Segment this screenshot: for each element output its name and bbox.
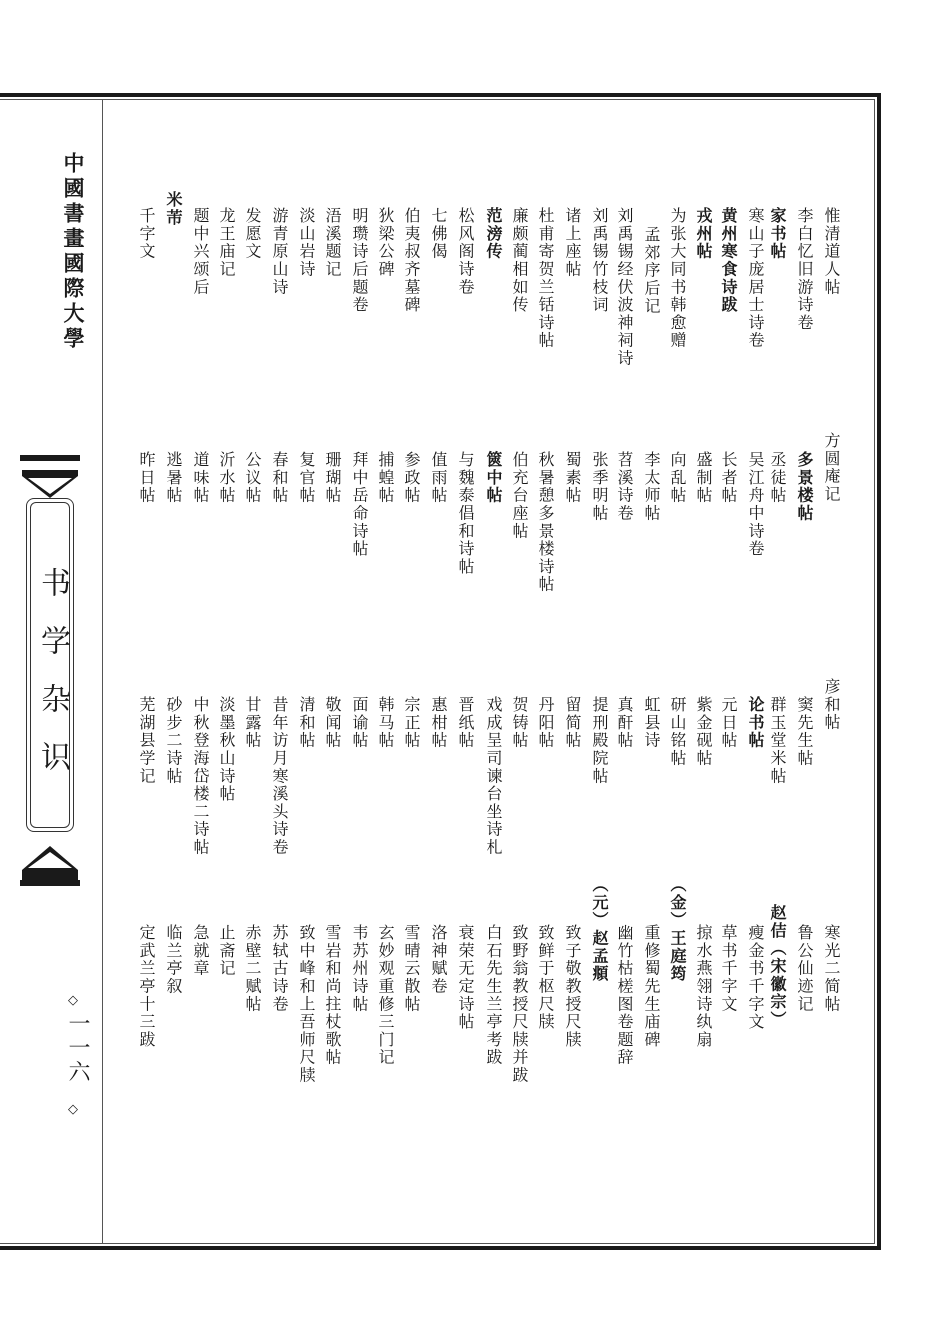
catalog-entry: 向乱帖 bbox=[668, 451, 687, 505]
catalog-entry: 龙王庙记 bbox=[217, 207, 236, 279]
catalog-entry: 家书帖 bbox=[768, 207, 787, 261]
catalog-entry: 急就章 bbox=[191, 924, 210, 978]
catalog-entry: 刘禹锡经伏波神祠诗 bbox=[615, 207, 634, 368]
catalog-author: 米芾 bbox=[164, 191, 183, 227]
catalog-entry: 李白忆旧游诗卷 bbox=[795, 207, 814, 332]
page-frame-inner bbox=[0, 99, 875, 1244]
catalog-entry: 临兰亭叙 bbox=[164, 924, 183, 996]
catalog-entry: 值雨帖 bbox=[429, 451, 448, 505]
catalog-author: 赵佶（宋徽宗） bbox=[768, 904, 787, 1029]
university-name: 中國書畫國際大學 bbox=[61, 152, 86, 352]
catalog-entry: 昔年访月寒溪头诗卷 bbox=[270, 696, 289, 857]
catalog-entry: 晋纸帖 bbox=[456, 696, 475, 750]
page-marker-top: ◇ bbox=[68, 993, 78, 1008]
catalog-entry: 草书千字文 bbox=[719, 924, 738, 1013]
catalog-entry: 留简帖 bbox=[563, 696, 582, 750]
catalog-entry: 定武兰亭十三跋 bbox=[137, 924, 156, 1049]
catalog-entry: 逃暑帖 bbox=[164, 451, 183, 505]
catalog-entry: 题中兴颂后 bbox=[191, 207, 210, 296]
catalog-entry: 蜀素帖 bbox=[563, 451, 582, 505]
catalog-entry: 刘禹锡竹枝词 bbox=[590, 207, 609, 314]
catalog-entry: 戏成呈司谏台坐诗札 bbox=[484, 696, 503, 857]
catalog-entry: 止斋记 bbox=[217, 924, 236, 978]
catalog-entry: 玄妙观重修三门记 bbox=[376, 924, 395, 1067]
catalog-entry: 为张大同书韩愈赠 bbox=[668, 207, 687, 350]
catalog-entry: 韩马帖 bbox=[376, 696, 395, 750]
catalog-entry: 长者帖 bbox=[719, 451, 738, 505]
catalog-entry: 盛制帖 bbox=[694, 451, 713, 505]
catalog-entry: 吴江舟中诗卷 bbox=[746, 451, 765, 558]
catalog-entry: 捕蝗帖 bbox=[376, 451, 395, 505]
catalog-entry: 拜中岳命诗帖 bbox=[350, 451, 369, 558]
catalog-entry: 群玉堂米帖 bbox=[768, 696, 787, 785]
catalog-entry: 致野翁教授尺牍并跋 bbox=[510, 924, 529, 1085]
catalog-entry: 戎州帖 bbox=[694, 207, 713, 261]
catalog-entry: 重修蜀先生庙碑 bbox=[642, 924, 661, 1049]
catalog-entry: 砂步二诗帖 bbox=[164, 696, 183, 785]
catalog-entry: 致子敬教授尺牍 bbox=[563, 924, 582, 1049]
catalog-entry: 杜甫寄贺兰铦诗帖 bbox=[536, 207, 555, 350]
catalog-entry: 参政帖 bbox=[402, 451, 421, 505]
catalog-entry: 清和帖 bbox=[297, 696, 316, 750]
catalog-entry: 韦苏州诗帖 bbox=[350, 924, 369, 1013]
catalog-entry: 淡山岩诗 bbox=[297, 207, 316, 279]
catalog-entry: 致中峰和上吾师尺牍 bbox=[297, 924, 316, 1085]
catalog-entry: 白石先生兰亭考跋 bbox=[484, 924, 503, 1067]
catalog-entry: 珊瑚帖 bbox=[323, 451, 342, 505]
catalog-author: （金）王庭筠 bbox=[668, 876, 687, 983]
catalog-entry: 中秋登海岱楼二诗帖 bbox=[191, 696, 210, 857]
catalog-entry: 昨日帖 bbox=[137, 451, 156, 505]
catalog-entry: 紫金砚帖 bbox=[694, 696, 713, 768]
catalog-entry: 发愿文 bbox=[243, 207, 262, 261]
catalog-entry: 贺铸帖 bbox=[510, 696, 529, 750]
catalog-entry: 致鲜于枢尺牍 bbox=[536, 924, 555, 1031]
catalog-entry: 掠水燕翎诗纨扇 bbox=[694, 924, 713, 1049]
catalog-entry: 明瓒诗后题卷 bbox=[350, 207, 369, 314]
section-title: 书学杂识 bbox=[35, 567, 70, 799]
catalog-entry: 面谕帖 bbox=[350, 696, 369, 750]
catalog-entry: 瘦金书千字文 bbox=[746, 924, 765, 1031]
catalog-entry: 敬闻帖 bbox=[323, 696, 342, 750]
catalog-entry: 雪岩和尚拄杖歌帖 bbox=[323, 924, 342, 1067]
catalog-entry: 鲁公仙迹记 bbox=[795, 924, 814, 1013]
catalog-entry: 廉颇蔺相如传 bbox=[510, 207, 529, 314]
catalog-entry: 虹县诗 bbox=[642, 696, 661, 750]
catalog-entry: 衰荣无定诗帖 bbox=[456, 924, 475, 1031]
catalog-entry: 淡墨秋山诗帖 bbox=[217, 696, 236, 803]
catalog-entry: 窦先生帖 bbox=[795, 696, 814, 768]
catalog-entry: 方圆庵记 bbox=[822, 432, 841, 504]
catalog-entry: 公议帖 bbox=[243, 451, 262, 505]
catalog-entry: 寒光二简帖 bbox=[822, 924, 841, 1013]
catalog-entry: 诸上座帖 bbox=[563, 207, 582, 279]
catalog-entry: 赤壁二赋帖 bbox=[243, 924, 262, 1013]
catalog-entry: 惠柑帖 bbox=[429, 696, 448, 750]
catalog-entry: 丹阳帖 bbox=[536, 696, 555, 750]
catalog-entry: 范滂传 bbox=[484, 207, 503, 261]
catalog-entry: 研山铭帖 bbox=[668, 696, 687, 768]
catalog-entry: 苕溪诗卷 bbox=[615, 451, 634, 523]
catalog-entry: 松风阁诗卷 bbox=[456, 207, 475, 296]
section-top-bar bbox=[20, 455, 80, 461]
catalog-entry: 真酐帖 bbox=[615, 696, 634, 750]
catalog-entry: 惟清道人帖 bbox=[822, 207, 841, 296]
catalog-entry: 与魏泰倡和诗帖 bbox=[456, 451, 475, 576]
catalog-entry: 游青原山诗 bbox=[270, 207, 289, 296]
chevron-top-ornament bbox=[22, 470, 78, 500]
catalog-entry: 甘露帖 bbox=[243, 696, 262, 750]
catalog-entry: 论书帖 bbox=[746, 696, 765, 750]
catalog-entry: 李太师帖 bbox=[642, 451, 661, 523]
catalog-entry: 狄梁公碑 bbox=[376, 207, 395, 279]
catalog-entry: 张季明帖 bbox=[590, 451, 609, 523]
catalog-entry: 秋暑憩多景楼诗帖 bbox=[536, 451, 555, 594]
catalog-entry: 春和帖 bbox=[270, 451, 289, 505]
catalog-entry: 宗正帖 bbox=[402, 696, 421, 750]
catalog-entry: 沂水帖 bbox=[217, 451, 236, 505]
catalog-entry: 多景楼帖 bbox=[795, 451, 814, 523]
page-marker-bottom: ◇ bbox=[68, 1102, 78, 1117]
catalog-entry: 道味帖 bbox=[191, 451, 210, 505]
catalog-entry: 雪晴云散帖 bbox=[402, 924, 421, 1013]
page-number: 一一六 bbox=[65, 1012, 90, 1084]
catalog-entry: 孟郊序后记 bbox=[642, 226, 661, 315]
catalog-entry: 幽竹枯槎图卷题辞 bbox=[615, 924, 634, 1067]
catalog-entry: 千字文 bbox=[137, 207, 156, 261]
catalog-entry: 元日帖 bbox=[719, 696, 738, 750]
catalog-entry: 洛神赋卷 bbox=[429, 924, 448, 996]
catalog-entry: 伯夷叔齐墓碑 bbox=[402, 207, 421, 314]
catalog-entry: 苏轼古诗卷 bbox=[270, 924, 289, 1013]
catalog-entry: 复官帖 bbox=[297, 451, 316, 505]
catalog-author: （元）赵孟頫 bbox=[590, 876, 609, 983]
catalog-entry: 黄州寒食诗跋 bbox=[719, 207, 738, 314]
catalog-entry: 浯溪题记 bbox=[323, 207, 342, 279]
catalog-entry: 提刑殿院帖 bbox=[590, 696, 609, 785]
catalog-entry: 伯充台座帖 bbox=[510, 451, 529, 540]
catalog-entry: 七佛偈 bbox=[429, 207, 448, 261]
margin-rule bbox=[102, 100, 103, 1244]
catalog-entry: 丞徒帖 bbox=[768, 451, 787, 505]
catalog-entry: 芜湖县学记 bbox=[137, 696, 156, 785]
catalog-entry: 彦和帖 bbox=[822, 678, 841, 732]
section-bottom-bar bbox=[20, 880, 80, 886]
catalog-entry: 寒山子庞居士诗卷 bbox=[746, 207, 765, 350]
catalog-entry: 篋中帖 bbox=[484, 451, 503, 505]
